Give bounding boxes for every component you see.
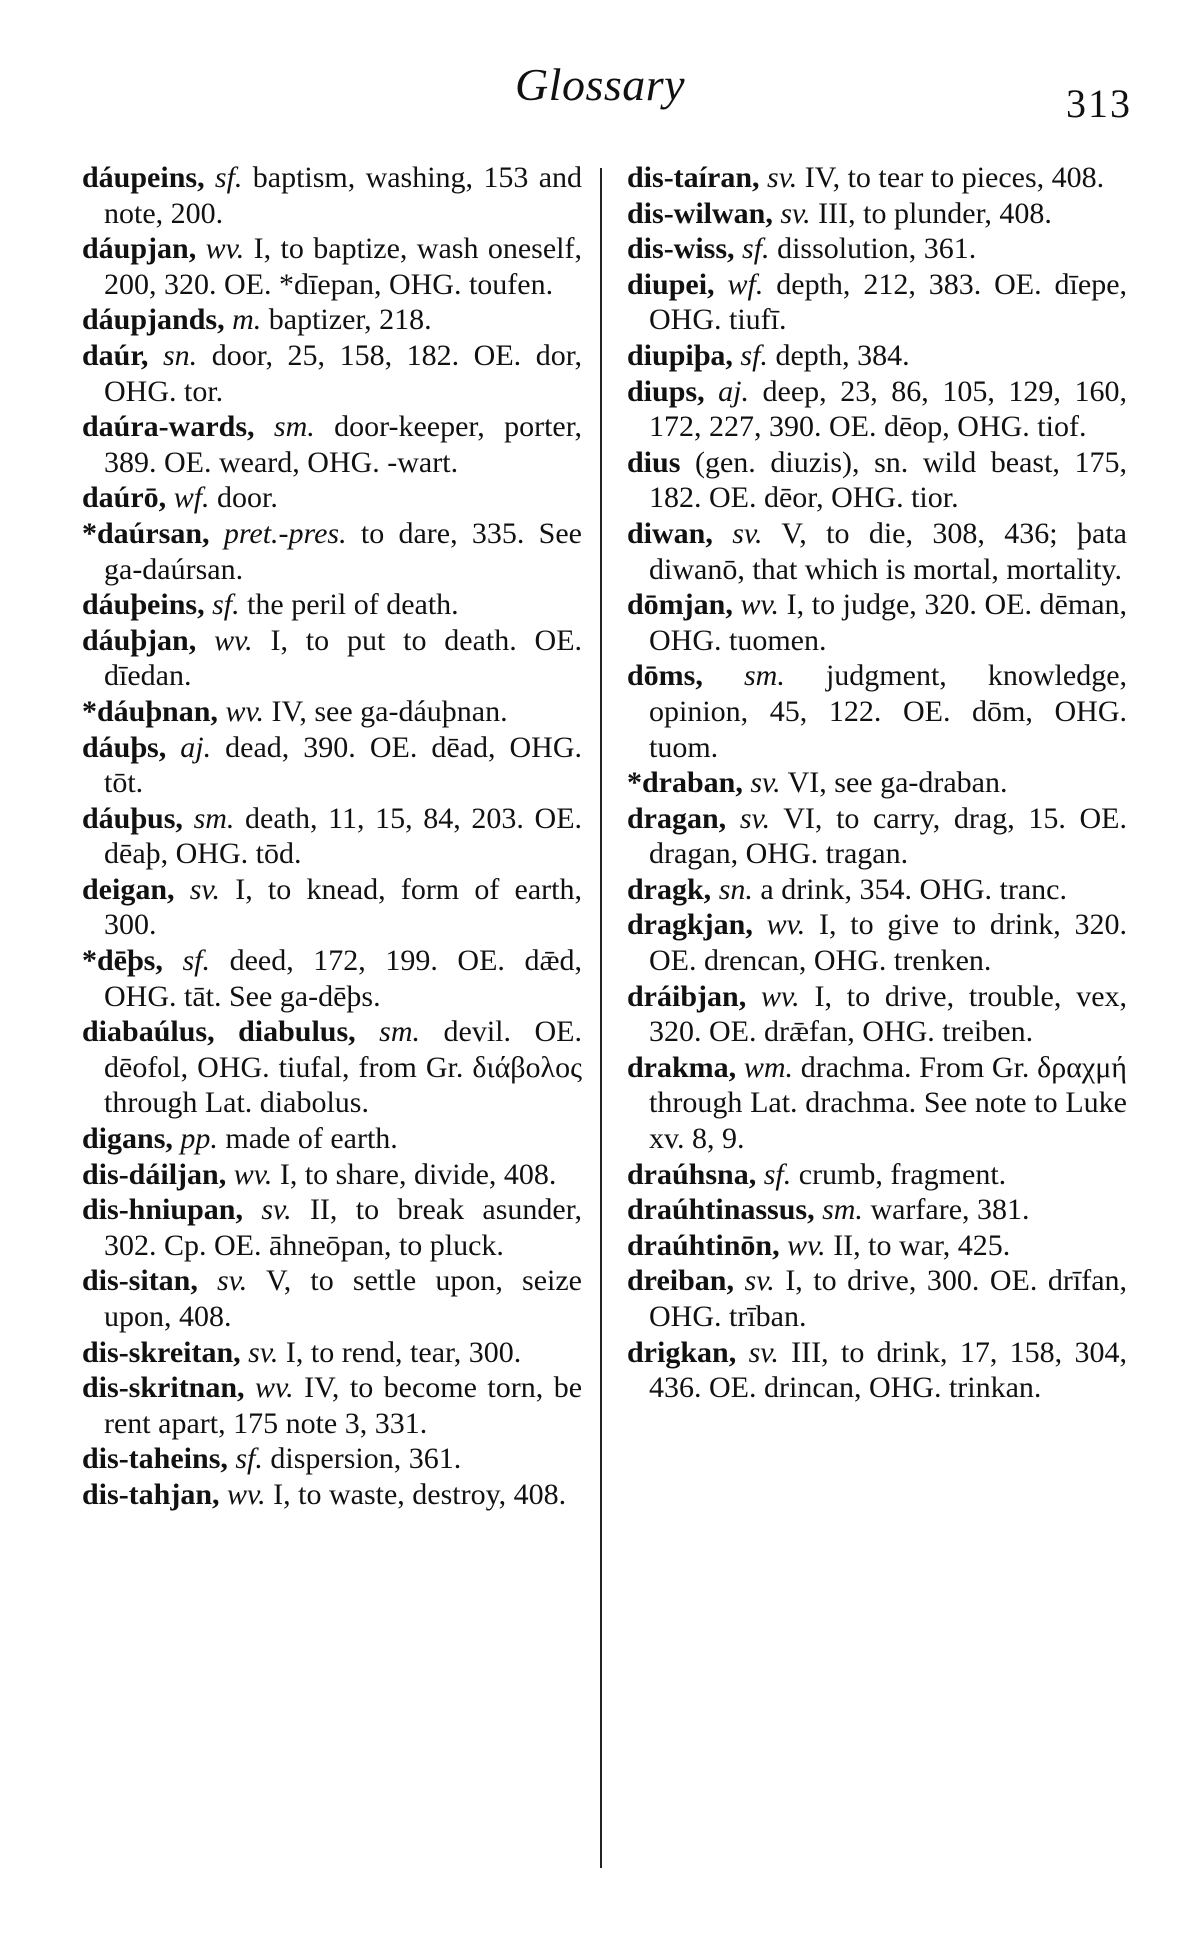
glossary-entry [627,872,1127,908]
entry-definition: judgment, knowledge, opinion, 45, 122. OE. dōm, OHG. tuom. [649,659,1128,764]
entry-definition: depth, 212, 383. OE. dīepe, OHG. tiufī. [649,267,1128,337]
entry-grammar: wv. [787,1228,826,1262]
entry-grammar: sv. [744,1264,775,1298]
glossary-entry [82,338,582,409]
entry-grammar: wv. [214,623,253,657]
entry-headword: dáuþus, [82,801,183,835]
glossary-entry [82,872,582,943]
entry-headword: dōms, [627,659,703,693]
entry-definition: door. [217,481,278,515]
glossary-entry [627,445,1127,516]
entry-grammar: wv. [255,1371,294,1405]
entry-definition: door, 25, 158, 182. OE. dor, OHG. tor. [104,338,582,408]
glossary-entry [627,231,1127,267]
entry-grammar: sm. [193,801,235,835]
entry-definition: made of earth. [225,1122,398,1156]
glossary-entry [82,1477,582,1513]
glossary-entry [82,943,582,1014]
entry-grammar: sv. [767,161,798,194]
glossary-entry [82,1335,582,1371]
entry-grammar: sv. [750,766,781,800]
entry-definition: baptizer, 218. [268,303,432,337]
entry-definition: IV, to become torn, be rent apart, 175 note 3, 331. [104,1371,583,1440]
entry-headword: *dáuþnan, [82,694,218,728]
glossary-entry [82,1263,582,1334]
entry-headword: daúrō, [82,481,167,515]
entry-grammar: sm. [379,1015,421,1049]
entry-definition: the peril of death. [247,588,459,622]
entry-headword: diabaúlus, diabulus, [82,1015,356,1049]
entry-definition: IV, see ga-dáuþnan. [271,694,508,728]
entry-definition: I, to judge, 320. OE. dēman, OHG. tuomen. [649,588,1128,657]
entry-definition: II, to war, 425. [833,1228,1011,1262]
entry-definition: deed, 172, 199. OE. dǣd, OHG. tāt. See ga-dēþs. [104,944,583,1013]
entry-definition: deep, 23, 86, 105, 129, 160, 172, 227, 390. OE. dēop, OHG. tiof. [649,374,1127,444]
entry-definition: III, to drink, 17, 158, 304, 436. OE. drincan, OHG. trinkan. [649,1335,1127,1405]
entry-grammar: wf. [173,481,210,515]
page-number: 313 [1066,81,1132,126]
glossary-right-column [627,160,1127,1406]
glossary-entry [82,1192,582,1263]
glossary-entry [627,196,1127,232]
entry-headword: diwan, [627,516,713,550]
entry-grammar: sm. [822,1193,863,1227]
entry-definition: (gen. diuzis), sn. wild beast, 175, 182. OE. dēor, OHG. tior. [649,445,1128,515]
glossary-entry [627,765,1127,801]
entry-grammar: sf. [763,1157,792,1191]
glossary-entry [627,1228,1127,1264]
glossary-entry [82,801,582,872]
entry-grammar: sn. [162,338,198,372]
entry-headword: dis-tahjan, [82,1477,220,1511]
entry-grammar: pret.-pres. [223,516,347,550]
entry-definition: devil. OE. dēofol, OHG. tiufal, from Gr. διάβολος through Lat. diabolus. [104,1015,582,1120]
entry-grammar: sv. [261,1193,292,1227]
entry-definition: V, to die, 308, 436; þata diwanō, that which is mortal, mortality. [649,516,1127,586]
entry-grammar: sm. [273,410,315,444]
entry-grammar: wv. [740,588,780,622]
entry-definition: I, to drive, 300. OE. drīfan, OHG. trīban. [649,1264,1128,1333]
entry-headword: dis-dáiljan, [82,1157,227,1191]
glossary-entry [627,267,1127,338]
entry-grammar: wv. [766,908,806,942]
glossary-entry [627,979,1127,1050]
glossary-entry [627,516,1127,587]
entry-grammar: sf. [235,1442,263,1476]
entry-grammar: pp. [180,1122,218,1156]
glossary-entry [82,1014,582,1121]
entry-headword: deigan, [82,872,175,906]
entry-grammar: wv. [761,979,800,1013]
entry-grammar: sv. [780,196,811,230]
entry-headword: dis-wilwan, [627,196,773,230]
page-header [0,58,1200,128]
entry-definition: door-keeper, porter, 389. OE. weard, OHG. -wart. [104,410,583,479]
entry-grammar: wv. [233,1157,273,1191]
entry-headword: *draban, [627,766,743,800]
entry-definition: dispersion, 361. [270,1442,462,1476]
entry-definition: crumb, fragment. [798,1157,1007,1191]
entry-headword: dis-taíran, [627,161,760,194]
glossary-entry [627,587,1127,658]
entry-grammar: sv. [189,872,221,906]
entry-definition: II, to break asunder, 302. Cp. OE. āhneōpan, to pluck. [104,1193,583,1262]
glossary-entry [82,623,582,694]
entry-definition: drachma. From Gr. δραχμή through Lat. drachma. See note to Luke xv. 8, 9. [649,1050,1127,1156]
glossary-entry [627,801,1127,872]
entry-grammar: sv. [739,801,771,835]
glossary-entry [82,1370,582,1441]
glossary-entry [627,1157,1127,1193]
entry-headword: diupei, [627,267,715,301]
entry-headword: draúhtinōn, [627,1228,780,1262]
glossary-entry [82,694,582,730]
entry-headword: *dēþs, [82,944,163,978]
glossary-entry [82,1121,582,1157]
entry-definition: I, to rend, tear, 300. [285,1335,522,1369]
entry-headword: drakma, [627,1050,737,1084]
glossary-entry [82,302,582,338]
entry-headword: diupiþa, [627,338,733,372]
entry-grammar: wm. [743,1050,794,1084]
glossary-entry [82,1441,582,1477]
entry-headword: drigkan, [627,1335,737,1369]
glossary-entry [627,658,1127,765]
entry-headword: digans, [82,1122,173,1156]
glossary-entry [82,231,582,302]
entry-headword: dōmjan, [627,588,733,622]
entry-definition: IV, to tear to pieces, 408. [804,161,1105,194]
entry-headword: dáuþeins, [82,588,205,622]
entry-grammar: m. [232,303,262,337]
entry-headword: draúhsna, [627,1157,757,1191]
entry-grammar: sf. [182,944,210,978]
entry-definition: dead, 390. OE. dēad, OHG. tōt. [104,730,583,800]
entry-headword: dáuþs, [82,730,167,764]
entry-definition: to dare, 335. See ga-daúrsan. [104,516,582,586]
entry-headword: dáupjands, [82,303,225,337]
entry-definition: V, to settle upon, seize upon, 408. [104,1264,582,1333]
entry-grammar: sf. [212,588,240,622]
entry-headword: dáupeins, [82,161,205,194]
entry-definition: I, to share, divide, 408. [279,1157,557,1191]
glossary-entry [627,338,1127,374]
entry-grammar: wv. [205,232,245,266]
entry-headword: dis-hniupan, [82,1193,243,1227]
entry-headword: diups, [627,374,705,408]
entry-headword: dragan, [627,801,727,835]
entry-definition: depth, 384. [775,338,910,372]
entry-headword: daúra-wards, [82,410,255,444]
glossary-entry [82,730,582,801]
entry-definition: I, to waste, destroy, 408. [273,1477,567,1511]
entry-definition: I, to knead, form of earth, 300. [104,872,583,942]
entry-headword: dis-skreitan, [82,1335,241,1369]
entry-headword: dius [627,445,681,479]
entry-grammar: sv. [217,1264,248,1298]
entry-definition: I, to give to drink, 320. OE. drencan, OHG. trenken. [649,908,1128,978]
entry-definition: dissolution, 361. [777,232,977,266]
glossary-entry [627,907,1127,978]
entry-grammar: aj. [718,374,749,408]
entry-grammar: sf. [740,338,768,372]
entry-grammar: sv. [732,516,763,550]
entry-definition: I, to put to death. OE. dīedan. [104,623,583,693]
entry-definition: warfare, 381. [870,1193,1030,1227]
glossary-entry [82,516,582,587]
glossary-entry [82,480,582,516]
entry-definition: a drink, 354. OHG. tranc. [760,872,1067,906]
entry-grammar: sm. [743,659,785,693]
entry-headword: dreiban, [627,1264,734,1298]
entry-grammar: sv. [248,1335,279,1369]
entry-grammar: sf. [742,232,770,266]
entry-headword: dráibjan, [627,979,747,1013]
entry-headword: dis-taheins, [82,1442,228,1476]
entry-definition: VI, see ga-draban. [787,766,1008,800]
entry-headword: draúhtinassus, [627,1193,815,1227]
entry-definition: death, 11, 15, 84, 203. OE. dēaþ, OHG. tōd. [104,801,583,871]
entry-definition: VI, to carry, drag, 15. OE. dragan, OHG. tragan. [649,801,1128,871]
entry-grammar: wf. [727,267,764,301]
glossary-entry [627,160,1127,196]
glossary-entry [627,1335,1127,1406]
entry-headword: dragk, [627,872,712,906]
glossary-left-column [82,160,582,1513]
entry-headword: dáupjan, [82,232,197,266]
glossary-entry [82,160,582,231]
glossary-entry [627,1192,1127,1228]
entry-headword: dragkjan, [627,908,753,942]
entry-definition: I, to drive, trouble, vex, 320. OE. drǣfan, OHG. treiben. [649,979,1128,1049]
entry-grammar: wv. [227,1477,266,1511]
entry-grammar: sn. [718,872,753,906]
glossary-entry [627,1050,1127,1157]
entry-grammar: wv. [225,694,265,728]
glossary-entry [82,409,582,480]
glossary-entry [82,1157,582,1193]
entry-grammar: sv. [748,1335,779,1369]
column-divider [600,168,602,1868]
glossary-entry [627,374,1127,445]
page-title: Glossary [514,59,686,110]
entry-headword: daúr, [82,338,149,372]
entry-definition: baptism, washing, 153 and note, 200. [104,161,583,230]
entry-definition: I, to baptize, wash oneself, 200, 320. OE. *dīepan, OHG. toufen. [104,232,582,301]
entry-grammar: sf. [214,161,243,194]
glossary-entry [627,1263,1127,1334]
entry-grammar: aj. [180,730,212,764]
glossary-entry [82,587,582,623]
entry-headword: dáuþjan, [82,623,197,657]
entry-headword: dis-wiss, [627,232,735,266]
entry-headword: dis-sitan, [82,1264,198,1298]
entry-headword: dis-skritnan, [82,1371,245,1405]
entry-headword: *daúrsan, [82,516,210,550]
entry-definition: III, to plunder, 408. [818,196,1052,230]
